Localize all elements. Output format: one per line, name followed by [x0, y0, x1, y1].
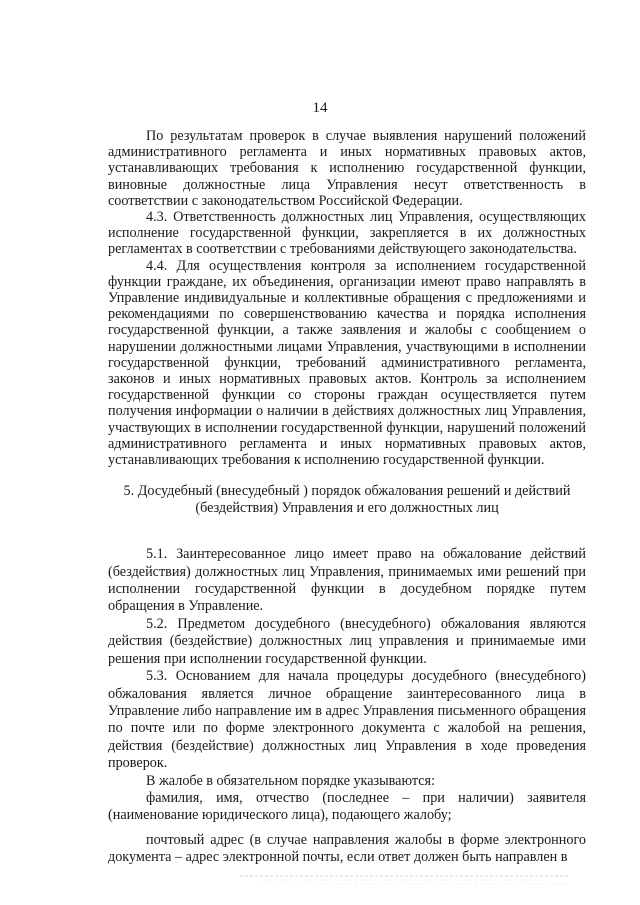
paragraph: 4.4. Для осуществления контроля за исполнением государственной функции граждане, их объединения, организации имеют право направлять в Управление индивидуальные и коллективные обращения с предложениями и рекомендациями по совершенствованию качества и порядка исполнения государственной функции, а также заявления и жалобы с сообщением о нарушении должностными лицами Управления, участвующими в исполнении государственной функции, требований административного регламента, законов и иных нормативных правовых актов. Контроль за исполнением государственной функции со стороны граждан осуществляется путем получения информации о наличии в действиях должностных лиц Управления, участвующих в исполнении государственной функции, нарушений положений административного регламента и иных нормативных правовых актов, устанавливающих требования к исполнению государственной функции.: [108, 257, 586, 469]
scan-artifact-lines: [240, 872, 570, 886]
paragraph: 4.3. Ответственность должностных лиц Управления, осуществляющих исполнение государственной функции, закрепляется в их должностных регламентах в соответствии с требованиями действующего законодательства.: [108, 209, 586, 258]
paragraph: По результатам проверок в случае выявления нарушений положений административного регламента и иных нормативных правовых актов, устанавливающих требования к исполнению государственной функции, виновные должностные лица Управления несут ответственность в соответствии с законодательством Российской Федерации.: [108, 128, 586, 209]
section-heading-line: (бездействия) Управления и его должностных лиц: [195, 500, 499, 517]
section-5-text: [108, 546, 586, 866]
paragraph: 5.2. Предметом досудебного (внесудебного) обжалования являются действия (бездействие) должностных лиц управления и принимаемые ими решения при исполнении государственной функции.: [108, 615, 586, 667]
paragraph: почтовый адрес (в случае направления жалобы в форме электронного документа – адрес электронной почты, если ответ должен быть направлен в: [108, 831, 586, 866]
page-number: 14: [312, 100, 328, 116]
paragraph: В жалобе в обязательном порядке указываются:: [146, 772, 436, 789]
section-heading-line: 5. Досудебный (внесудебный ) порядок обжалования решений и действий: [123, 483, 571, 500]
paragraph: фамилия, имя, отчество (последнее – при наличии) заявителя (наименование юридического лица), подающего жалобу;: [108, 789, 586, 824]
section-5-heading: [108, 483, 586, 517]
paragraph: 5.1. Заинтересованное лицо имеет право на обжалование действий (бездействия) должностных лиц Управления, принимаемых ими решений при исполнении государственной функции в досудебном порядке путем обращения в Управление.: [108, 546, 586, 615]
document-body: [108, 128, 586, 867]
paragraph: 5.3. Основанием для начала процедуры досудебного (внесудебного) обжалования является личное обращение заинтересованного лица в Управление либо направление им в адрес Управления письменного обращения по почте или по форме электронного документа с жалобой на решения, действия (бездействие) должностных лиц Управления в ходе проведения проверок.: [108, 668, 586, 772]
section-4-text: [108, 128, 586, 468]
